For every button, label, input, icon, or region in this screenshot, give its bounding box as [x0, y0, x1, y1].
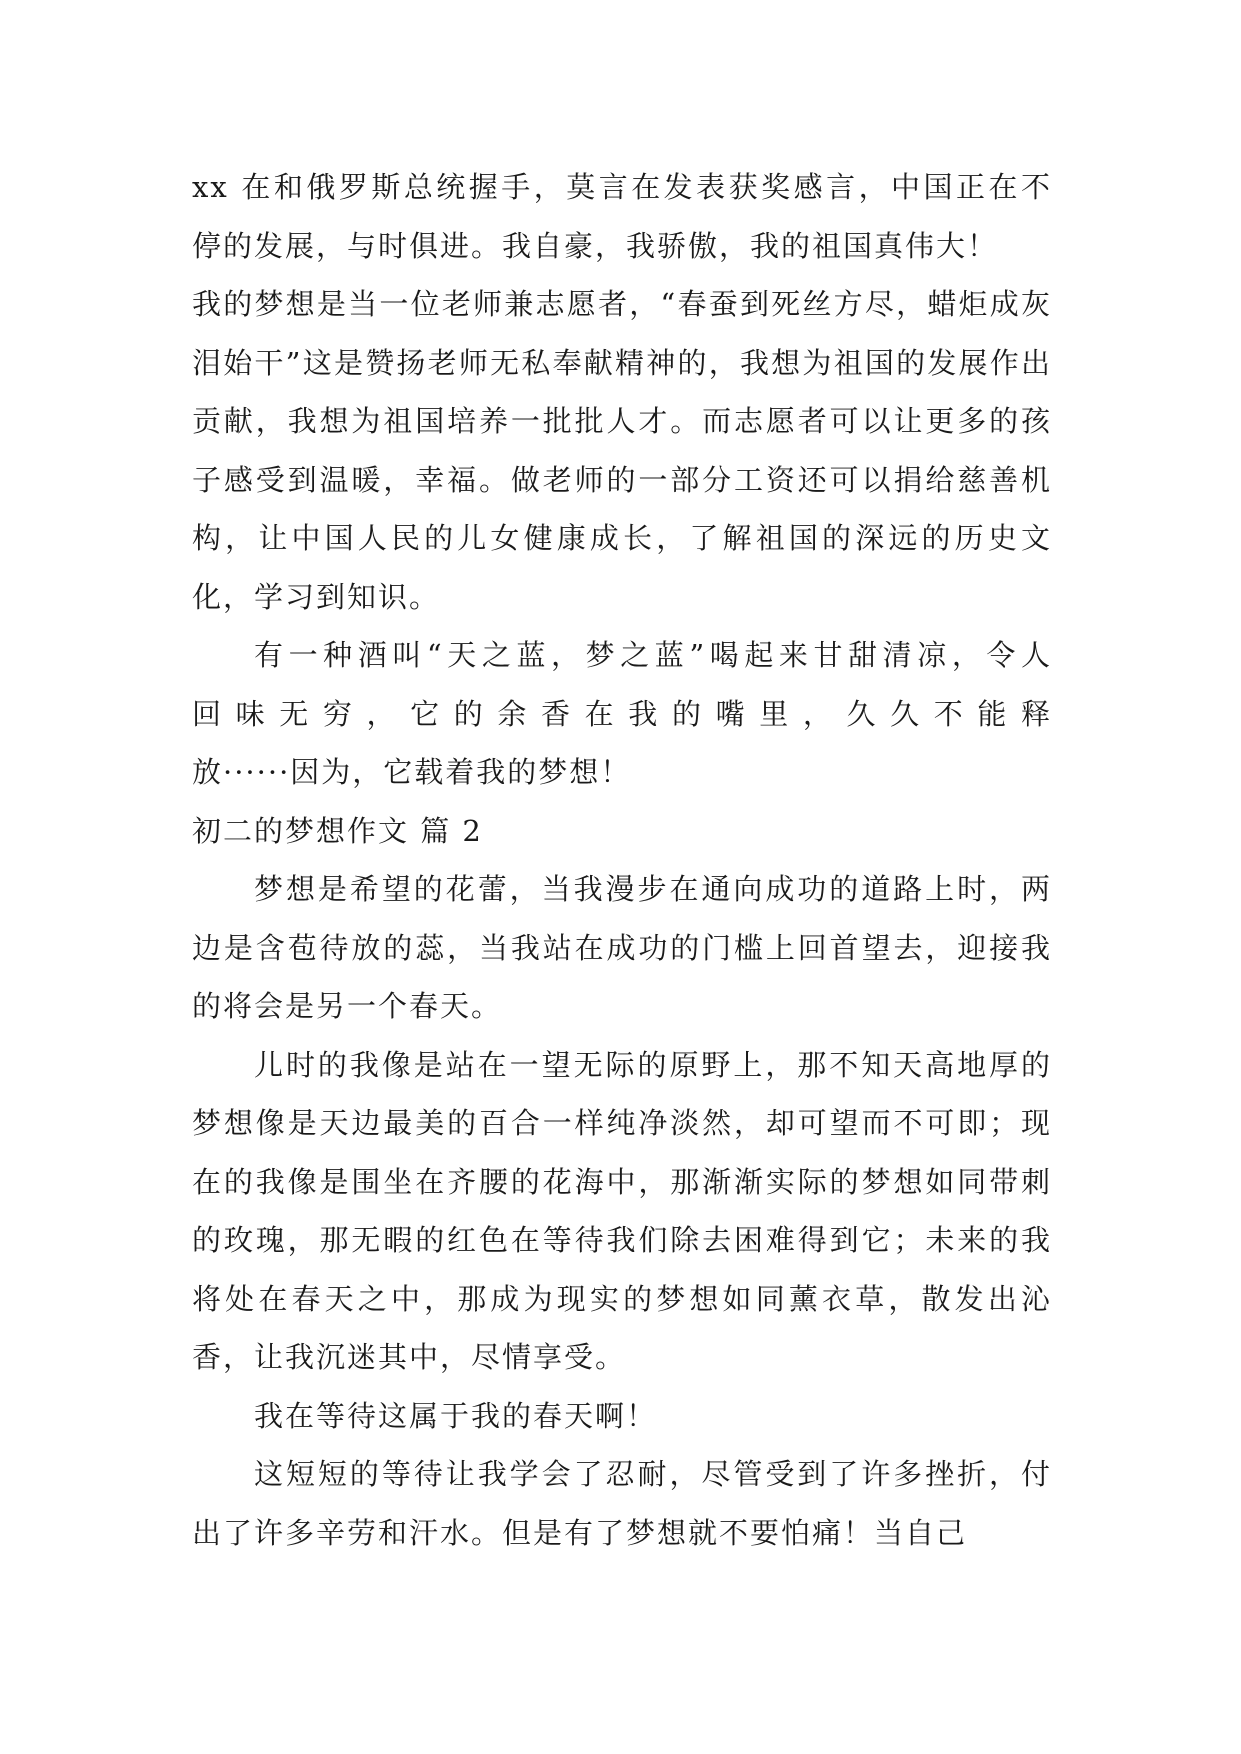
- paragraph-1-line-1: xx 在和俄罗斯总统握手，莫言在发表获奖感言，中国正在不: [192, 170, 1052, 204]
- paragraph-3-line-1: 有一种酒叫“天之蓝，梦之蓝”喝起来甘甜清凉，令人: [254, 638, 1052, 672]
- paragraph-7: 这短短的等待让我学会了忍耐，尽管受到了许多挫折，付出了许多辛劳和汗水。但是有了梦想就不要怕痛！当自己: [192, 1457, 1052, 1550]
- section-heading: 初二的梦想作文 篇 2: [192, 813, 483, 848]
- paragraph-3-line-2: 回味无穷，它的余香在我的嘴里，久久不能释: [192, 696, 1052, 731]
- paragraph-1-line-2: 停的发展，与时俱进。我自豪，我骄傲，我的祖国真伟大！: [192, 228, 999, 263]
- paragraph-5: 儿时的我像是站在一望无际的原野上，那不知天高地厚的梦想像是天边最美的百合一样纯净淡然，却可望而不可即；现在的我像是围坐在齐腰的花海中，那渐渐实际的梦想如同带刺的玫瑰，那无暇的红色在等待我们除去困难得到它；未来的我将处在春天之中，那成为现实的梦想如同薰衣草，散发出沁香，让我沉迷其中，尽情享受。: [192, 1047, 1052, 1374]
- document-body: [192, 158, 1052, 1562]
- paragraph-3-line-3: 放······因为，它载着我的梦想！: [192, 755, 632, 789]
- paragraph-2: 我的梦想是当一位老师兼志愿者，“春蚕到死丝方尽，蜡炬成灰泪始干”这是赞扬老师无私奉献精神的，我想为祖国的发展作出贡献，我想为祖国培养一批批人才。而志愿者可以让更多的孩子感受到温暖，幸福。做老师的一部分工资还可以捐给慈善机构，让中国人民的儿女健康成长，了解祖国的深远的历史文化，学习到知识。: [192, 287, 1052, 614]
- paragraph-6: 我在等待这属于我的春天啊！: [254, 1398, 658, 1433]
- paragraph-4: 梦想是希望的花蕾，当我漫步在通向成功的道路上时，两边是含苞待放的蕊，当我站在成功的门槛上回首望去，迎接我的将会是另一个春天。: [192, 872, 1052, 1023]
